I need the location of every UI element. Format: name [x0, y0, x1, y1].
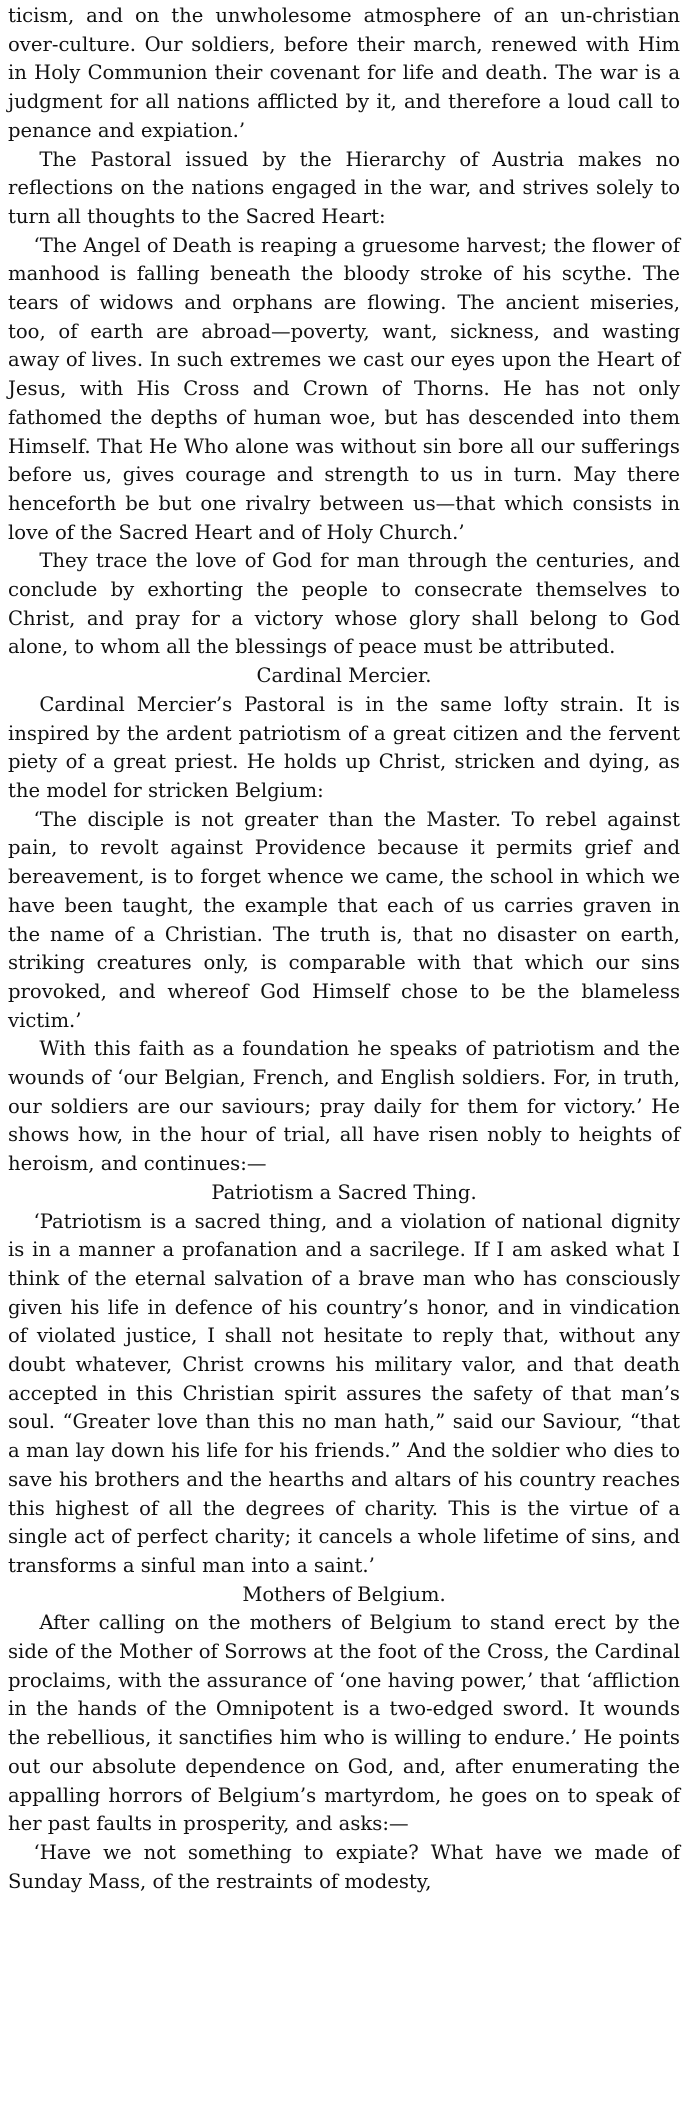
paragraph: The Pastoral issued by the Hierarchy of Austria makes no reflections on the nations engaged in the war, and strives solely to turn all thoughts to the Sacred Heart: [8, 147, 680, 228]
section-heading: Cardinal Mercier. [256, 664, 432, 688]
quoted-passage: ‘The Angel of Death is reaping a gruesome harvest; the flower of manhood is falling beneath the bloody stroke of his scythe. The tears of widows and orphans are flowing. The ancient miseries, too, of earth are abroad—poverty, want, sickness, and wasting away of lives. In such extremes we cast our eyes upon the Heart of Jesus, with His Cross and Crown of Thorns. He has not only fathomed the depths of human woe, but has descended into them Himself. That He Who alone was without sin bore all our sufferings before us, gives courage and strength to us in turn. May there henceforth be but one rivalry between us—that which consists in love of the Sacred Heart and of Holy Church.’ [8, 233, 680, 544]
paragraph: With this faith as a foundation he speaks of patriotism and the wounds of ‘our Belgian, French, and English soldiers. For, in truth, our soldiers are our saviours; pray daily for them for victory.’ He shows how, in the hour of trial, all have risen nobly to heights of heroism, and continues:— [8, 1037, 680, 1176]
paragraph: ticism, and on the unwholesome atmosphere of an un-christian over-culture. Our soldiers, before their march, renewed with Him in Holy Communion their covenant for life and death. The war is a judgment for all nations afflicted by it, and therefore a loud call to penance and expiation.’ [8, 4, 680, 142]
section-heading: Patriotism a Sacred Thing. [211, 1180, 477, 1204]
section-heading: Mothers of Belgium. [242, 1582, 446, 1606]
quoted-passage: ‘Have we not something to expiate? What have we made of Sunday Mass, of the restraints of modesty, [8, 1841, 680, 1893]
paragraph: They trace the love of God for man through the centuries, and conclude by exhorting the people to consecrate themselves to Christ, and pray for a victory whose glory shall belong to God alone, to whom all the blessings of peace must be attributed. [8, 549, 680, 659]
quoted-passage: ‘Patriotism is a sacred thing, and a violation of national dignity is in a manner a profanation and a sacrilege. If I am asked what I think of the eternal salvation of a brave man who has consciously given his life in defence of his country’s honor, and in vindication of violated justice, I shall not hesitate to reply that, without any doubt whatever, Christ crowns his military valor, and that death accepted in this Christian spirit assures the safety of that man’s soul. “Greater love than this no man hath,” said our Saviour, “that a man lay down his life for his friends.” And the soldier who dies to save his brothers and the hearths and altars of his country reaches this highest of all the degrees of charity. This is the virtue of a single act of perfect charity; it cancels a whole lifetime of sins, and transforms a sinful man into a saint.’ [8, 1209, 680, 1577]
paragraph: Cardinal Mercier’s Pastoral is in the same lofty strain. It is inspired by the ardent patriotism of a great citizen and the fervent piety of a great priest. He holds up Christ, stricken and dying, as the model for stricken Belgium: [8, 692, 680, 802]
quoted-passage: ‘The disciple is not greater than the Master. To rebel against pain, to revolt against Providence because it permits grief and bereavement, is to forget whence we came, the school in which we have been taught, the example that each of us carries graven in the name of a Christian. The truth is, that no disaster on earth, striking creatures only, is comparable with that which our sins provoked, and whereof God Himself chose to be the blameless victim.’ [8, 807, 680, 1032]
paragraph: After calling on the mothers of Belgium to stand erect by the side of the Mother of Sorrows at the foot of the Cross, the Cardinal proclaims, with the assurance of ‘one having power,’ that ‘affliction in the hands of the Omnipotent is a two-edged sword. It wounds the rebellious, it sanctifies him who is willing to endure.’ He points out our absolute dependence on God, and, after enumerating the appalling horrors of Belgium’s martyrdom, he goes on to speak of her past faults in prosperity, and asks:— [8, 1611, 680, 1836]
